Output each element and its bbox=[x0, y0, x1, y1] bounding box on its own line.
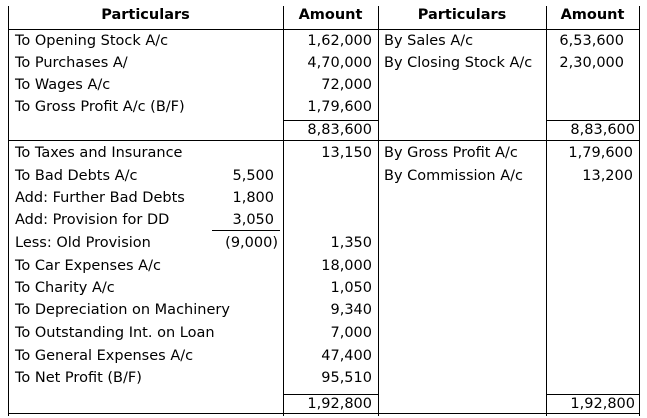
pl-debit-amount: 95,510 bbox=[321, 370, 372, 386]
pl-debit-amount: 7,000 bbox=[330, 325, 372, 341]
trading-debit-amount: 4,70,000 bbox=[307, 55, 372, 71]
pl-debit-label: To General Expenses A/c bbox=[15, 348, 194, 364]
pl-debit-label: To Net Profit (B/F) bbox=[15, 370, 142, 386]
header-underline bbox=[8, 29, 640, 30]
pl-taxes-label: To Taxes and Insurance bbox=[15, 145, 183, 161]
pl-debit-label: To Charity A/c bbox=[15, 280, 115, 296]
trading-debit-label: To Purchases A/ bbox=[15, 55, 128, 71]
pl-debit-amount: 47,400 bbox=[321, 348, 372, 364]
column-divider-2 bbox=[378, 6, 379, 416]
pl-add-further-label: Add: Further Bad Debts bbox=[15, 190, 185, 206]
pl-bad-debts-net: 1,350 bbox=[330, 235, 372, 251]
pl-debit-label: To Depreciation on Machinery bbox=[15, 302, 230, 318]
header-credit-particulars: Particulars bbox=[417, 7, 507, 23]
pl-debit-amount: 9,340 bbox=[330, 302, 372, 318]
pl-less-old-amount: (9,000) bbox=[225, 235, 278, 251]
header-debit-particulars: Particulars bbox=[101, 7, 190, 23]
pl-total-debit: 1,92,800 bbox=[307, 396, 372, 412]
table-border-left bbox=[8, 6, 9, 416]
header-credit-amount: Amount bbox=[560, 7, 625, 23]
trading-credit-amount: 2,30,000 bbox=[559, 55, 624, 71]
pl-total-credit: 1,92,800 bbox=[570, 396, 635, 412]
trading-section-divider bbox=[8, 140, 640, 141]
trading-credit-label: By Sales A/c bbox=[384, 33, 474, 49]
pl-debit-label: To Outstanding Int. on Loan bbox=[15, 325, 215, 341]
trading-debit-label: To Opening Stock A/c bbox=[15, 33, 169, 49]
pl-debit-amount: 1,050 bbox=[330, 280, 372, 296]
table-border-bottom bbox=[8, 413, 640, 414]
pl-bad-debts-label: To Bad Debts A/c bbox=[15, 168, 138, 184]
pl-bad-debts-sub: 5,500 bbox=[232, 168, 274, 184]
trading-total-credit: 8,83,600 bbox=[570, 122, 635, 138]
trading-credit-label: By Closing Stock A/c bbox=[384, 55, 533, 71]
trading-debit-label: To Wages A/c bbox=[15, 77, 111, 93]
table-border-right bbox=[639, 6, 640, 416]
pl-add-provision-amount: 3,050 bbox=[232, 212, 274, 228]
header-debit-amount: Amount bbox=[298, 7, 363, 23]
trading-debit-amount: 72,000 bbox=[321, 77, 372, 93]
pl-credit-label: By Commission A/c bbox=[384, 168, 523, 184]
trading-debit-amount: 1,62,000 bbox=[307, 33, 372, 49]
pl-less-old-label: Less: Old Provision bbox=[15, 235, 151, 251]
trading-debit-amount: 1,79,600 bbox=[307, 99, 372, 115]
pl-credit-amount: 13,200 bbox=[582, 168, 633, 184]
pl-debit-label: To Car Expenses A/c bbox=[15, 258, 161, 274]
bad-debts-rule bbox=[212, 230, 280, 231]
trading-credit-amount: 6,53,600 bbox=[559, 33, 624, 49]
pl-add-provision-label: Add: Provision for DD bbox=[15, 212, 170, 228]
pl-add-further-amount: 1,800 bbox=[232, 190, 274, 206]
trading-debit-label: To Gross Profit A/c (B/F) bbox=[15, 99, 185, 115]
pl-debit-amount: 18,000 bbox=[321, 258, 372, 274]
pl-credit-amount: 1,79,600 bbox=[568, 145, 633, 161]
pl-taxes-amount: 13,150 bbox=[321, 145, 372, 161]
trading-total-debit: 8,83,600 bbox=[307, 122, 372, 138]
pl-credit-label: By Gross Profit A/c bbox=[384, 145, 518, 161]
